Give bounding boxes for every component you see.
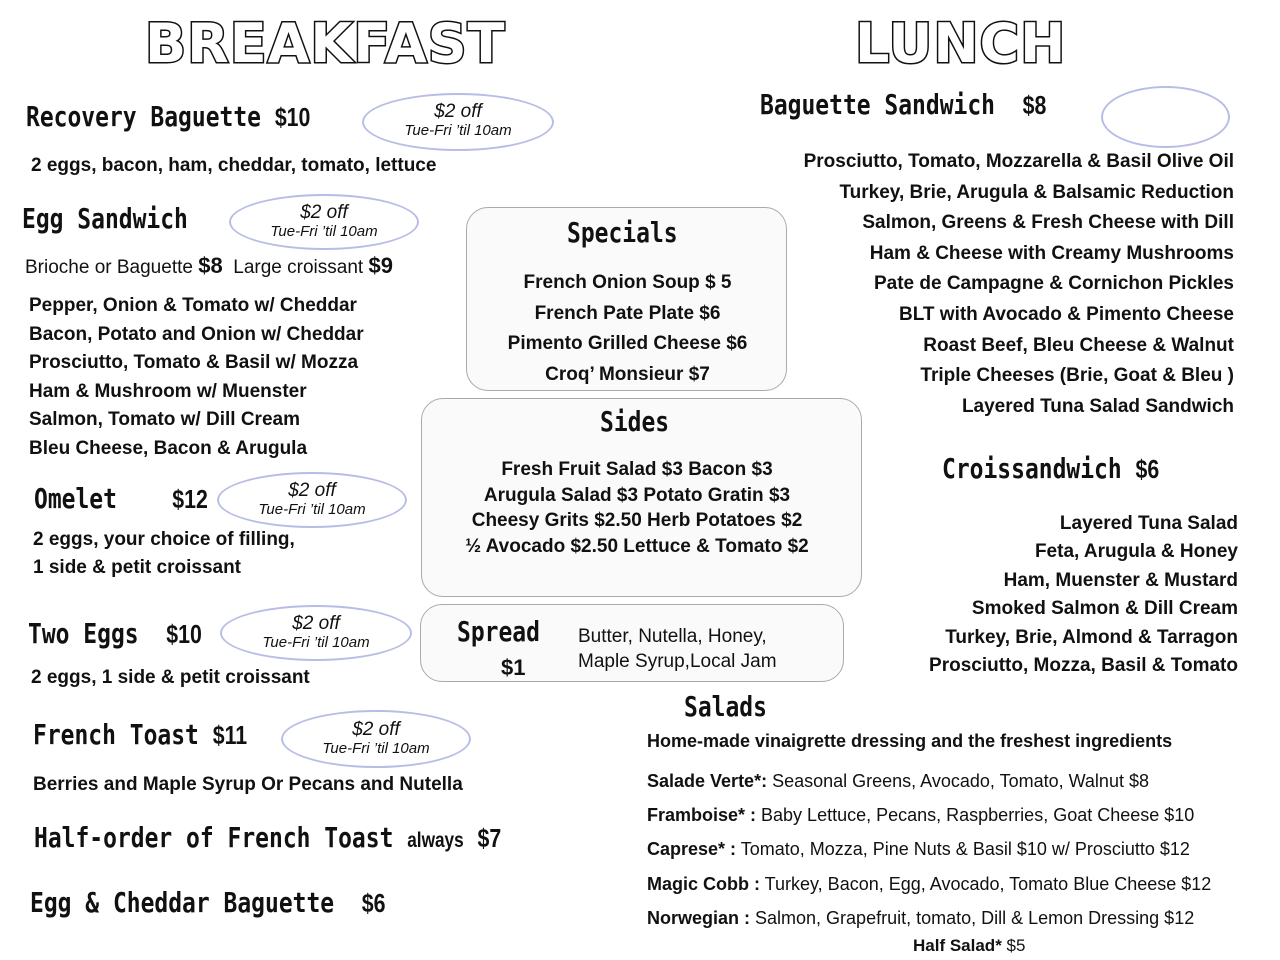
baguette-sandwich-list [804, 147, 1234, 422]
salads-title: Salads [684, 690, 767, 723]
breakfast-heading: BREAKFAST [145, 12, 506, 75]
french-toast-title: French Toast $11 [33, 718, 248, 751]
list-item: Croq’ Monsieur $7 [545, 363, 710, 385]
specials-title: Specials [567, 216, 678, 249]
promo-badge: $2 off Tue-Fri ’til 10am [229, 194, 419, 250]
list-item: Roast Beef, Bleu Cheese & Walnut [923, 334, 1234, 356]
french-toast-desc: Berries and Maple Syrup Or Pecans and Nutella [33, 774, 463, 795]
list-item: Pimento Grilled Cheese $6 [507, 333, 748, 354]
list-item: French Onion Soup $ 5 [523, 272, 732, 293]
list-item: Arugula Salad $3 Potato Gratin $3 [483, 484, 791, 506]
list-item: Fresh Fruit Salad $3 Bacon $3 [501, 459, 773, 480]
list-item: Ham, Muenster & Mustard [1003, 569, 1238, 591]
specials-box [466, 207, 787, 391]
list-item: Salmon, Greens & Fresh Cheese with Dill [862, 212, 1234, 234]
promo-badge: $2 off Tue-Fri ’til 10am [217, 472, 407, 528]
list-item: Turkey, Brie, Arugula & Balsamic Reduction [839, 181, 1234, 203]
list-item: ½ Avocado $2.50 Lettuce & Tomato $2 [465, 535, 809, 557]
recovery-baguette-desc: 2 eggs, bacon, ham, cheddar, tomato, lettuce [31, 155, 437, 176]
sides-title: Sides [600, 405, 670, 438]
list-item: Pate de Campagne & Cornichon Pickles [873, 273, 1234, 295]
list-item: Turkey, Brie, Almond & Tarragon [945, 626, 1238, 648]
list-item: Salade Verte*: Seasonal Greens, Avocado, Tomato, Walnut $8 [647, 771, 1149, 791]
list-item: Magic Cobb : Turkey, Bacon, Egg, Avocado, Tomato Blue Cheese $12 [647, 873, 1212, 894]
list-item: Prosciutto, Mozza, Basil & Tomato [929, 655, 1238, 677]
list-item: Cheesy Grits $2.50 Herb Potatoes $2 [471, 510, 803, 531]
list-item: Ham & Cheese with Creamy Mushrooms [869, 242, 1234, 264]
list-item: Pepper, Onion & Tomato w/ Cheddar [29, 295, 357, 316]
spread-box [420, 604, 844, 682]
specials-list [467, 268, 788, 390]
list-item: Smoked Salmon & Dill Cream [971, 598, 1238, 620]
croissandwich-list [929, 510, 1238, 680]
half-salad: Half Salad* $5 [913, 936, 1026, 955]
salads-intro: Home-made vinaigrette dressing and the freshest ingredients [647, 731, 1173, 751]
promo-badge: $2 off Tue-Fri ’til 10am [362, 93, 554, 151]
list-item: Ham & Mushroom w/ Muenster [29, 380, 307, 402]
egg-sandwich-fillings [29, 292, 364, 464]
list-item: Layered Tuna Salad [1059, 513, 1238, 534]
promo-badge: $2 off Tue-Fri ’til 10am [281, 710, 471, 768]
list-item: Triple Cheeses (Brie, Goat & Bleu ) [920, 365, 1234, 387]
recovery-baguette-title: Recovery Baguette $10 [26, 100, 311, 133]
omelet-desc-2: 1 side & petit croissant [33, 557, 242, 578]
promo-badge: $2 off Tue-Fri ’til 10am [220, 605, 412, 661]
spread-title: Spread [457, 615, 540, 648]
sides-box [421, 398, 862, 597]
omelet-title: Omelet $12 [34, 482, 208, 515]
baguette-sandwich-title: Baguette Sandwich $8 [760, 88, 1047, 121]
list-item: Prosciutto, Tomato, Mozzarella & Basil Olive Oil [803, 151, 1234, 172]
croissandwich-title: Croissandwich $6 [942, 452, 1160, 485]
spread-line-1: Butter, Nutella, Honey, [578, 626, 767, 647]
blank-badge [1101, 86, 1230, 148]
list-item: Feta, Arugula & Honey [1034, 541, 1238, 563]
two-eggs-desc: 2 eggs, 1 side & petit croissant [31, 667, 310, 688]
sides-list [422, 457, 852, 559]
omelet-desc-1: 2 eggs, your choice of filling, [33, 529, 295, 550]
list-item: Norwegian : Salmon, Grapefruit, tomato, Dill & Lemon Dressing $12 [647, 907, 1195, 928]
list-item: Bleu Cheese, Bacon & Arugula [29, 437, 308, 459]
egg-sandwich-options: Brioche or Baguette $8 Large croissant $9 [25, 253, 393, 278]
salads-list [647, 764, 1211, 935]
list-item: BLT with Avocado & Pimento Cheese [898, 303, 1234, 325]
egg-cheddar-baguette-title: Egg & Cheddar Baguette $6 [30, 886, 386, 919]
list-item: Layered Tuna Salad Sandwich [961, 395, 1234, 417]
lunch-heading: LUNCH [855, 12, 1067, 75]
list-item: Salmon, Tomato w/ Dill Cream [29, 409, 300, 431]
list-item: Framboise* : Baby Lettuce, Pecans, Raspberries, Goat Cheese $10 [647, 805, 1195, 826]
half-french-toast-title: Half-order of French Toast always $7 [34, 821, 502, 854]
spread-price: $1 [501, 655, 526, 680]
list-item: Bacon, Potato and Onion w/ Cheddar [29, 323, 364, 345]
spread-line-2: Maple Syrup,Local Jam [578, 651, 777, 672]
two-eggs-title: Two Eggs $10 [28, 617, 202, 650]
egg-sandwich-title: Egg Sandwich [22, 202, 188, 235]
list-item: Caprese* : Tomato, Mozza, Pine Nuts & Basil $10 w/ Prosciutto $12 [647, 839, 1190, 860]
list-item: Prosciutto, Tomato & Basil w/ Mozza [29, 352, 359, 374]
list-item: French Pate Plate $6 [534, 302, 721, 324]
